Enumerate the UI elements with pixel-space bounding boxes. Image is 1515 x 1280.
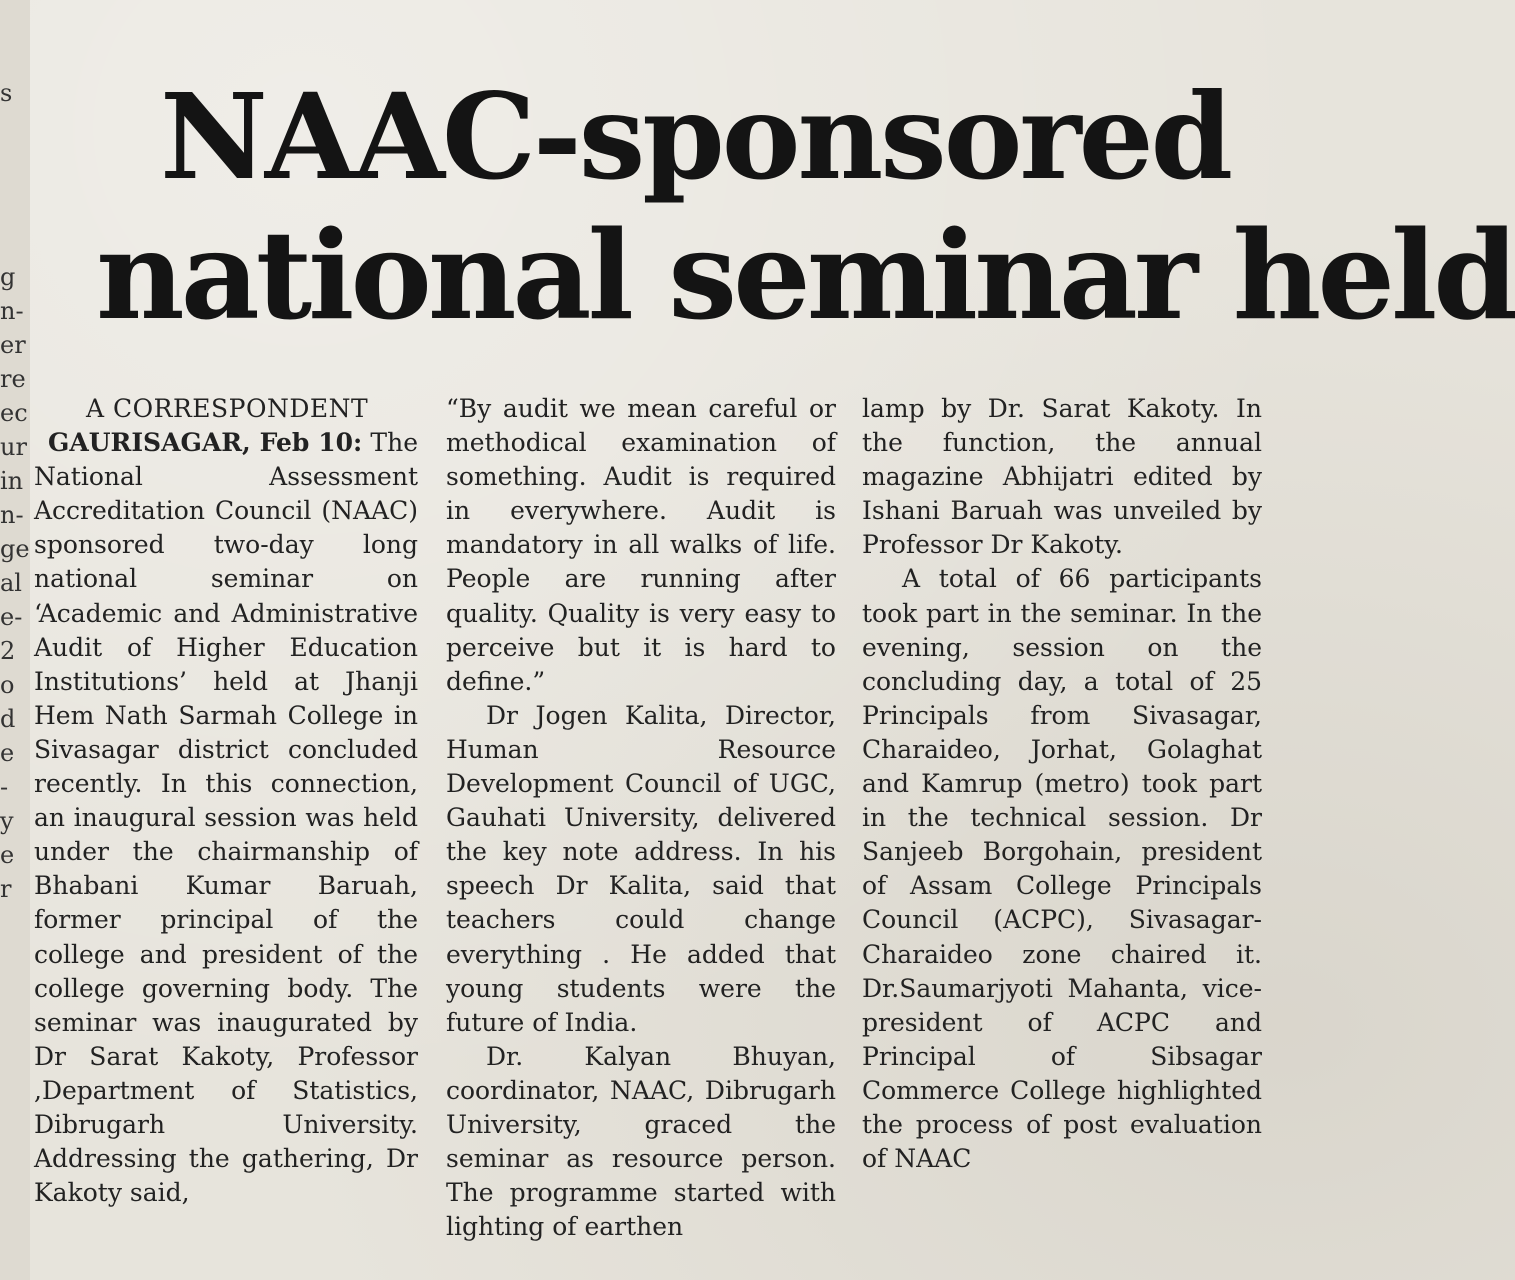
article-column-2 [446,392,836,1244]
gutter-fragment: o [0,671,15,699]
gutter-fragment: in [0,467,24,495]
column-1-paragraph [34,426,418,1210]
gutter-fragment: r [0,875,12,903]
gutter-fragment: ge [0,535,30,563]
gutter-fragment: - [0,773,9,801]
gutter-fragment: y [0,807,14,835]
participants-paragraph: A total of 66 participants took part in the seminar. In the evening, session on the concluding day, a total of 25 Principals from Sivasagar, Charaideo, Jorhat, Golaghat and Kamrup (metro) took part in the technical session. Dr Sanjeeb Borgohain, president of Assam College Principals Council (ACPC), Sivasagar-Charaideo zone chaired it. Dr.Saumarjyoti Mahanta, vice-president of ACPC and Principal of Sibsagar Commerce College highlighted the process of post evaluation of NAAC [862,564,1262,1174]
kalita-paragraph: Dr Jogen Kalita, Director, Human Resource Development Council of UGC, Gauhati University, delivered the key note address. In his speech Dr Kalita, said that teachers could change everything . He added that young students were the future of India. [446,700,836,1037]
gutter-fragment: re [0,365,26,393]
gutter-lines [0,260,30,906]
gutter-fragment: s [0,79,13,107]
gutter-fragment: e- [0,603,23,631]
gutter-fragment: er [0,331,26,359]
gutter-fragment: n- [0,297,24,325]
article-column-1 [34,392,418,1210]
gutter-fragment: n- [0,501,24,529]
byline: A CORRESPONDENT [86,394,369,423]
quote-paragraph: “By audit we mean careful or methodical examination of something. Audit is required in everywhere. Audit is mandatory in all walks of life. People are running after quality. Quality is very easy to perceive but it is hard to define.” [446,394,836,696]
gutter-fragment: al [0,569,22,597]
bhuyan-paragraph: Dr. Kalyan Bhuyan, coordinator, NAAC, Dibrugarh University, graced the seminar as resource person. The programme started with lighting of earthen [446,1041,836,1242]
article-column-3 [862,392,1262,1176]
magazine-paragraph: lamp by Dr. Sarat Kakoty. In the function, the annual magazine Abhijatri edited by Ishani Baruah was unveiled by Professor Dr Kakoty. [862,394,1262,560]
headline-line-1: NAAC-sponsored [160,67,1231,206]
lead-paragraph: The National Assessment Accreditation Council (NAAC) sponsored two-day long national seminar on ‘Academic and Administrative Audit of Higher Education Institutions’ held at Jhanji Hem Nath Sarmah College in Sivasagar district concluded recently. In this connection, an inaugural session was held under the chairmanship of Bhabani Kumar Baruah, former principal of the college and president of the college governing body. The seminar was inaugurated by Dr Sarat Kakoty, Professor ,Department of Statistics, Dibrugarh University. Addressing the gathering, Dr Kakoty said, [34,428,418,1208]
gutter-fragment: 2 [0,637,16,665]
gutter-fragment: ec [0,399,28,427]
gutter-fragment: e [0,739,15,767]
gutter-fragment: ur [0,433,27,461]
dateline: GAURISAGAR, Feb 10: [48,428,363,458]
headline-line-2: national seminar held [96,203,1515,347]
gutter-fragment: e [0,841,15,869]
gutter-fragment: g [0,263,16,291]
adjacent-column-fragment [0,0,30,1280]
gutter-fragment: d [0,705,16,733]
